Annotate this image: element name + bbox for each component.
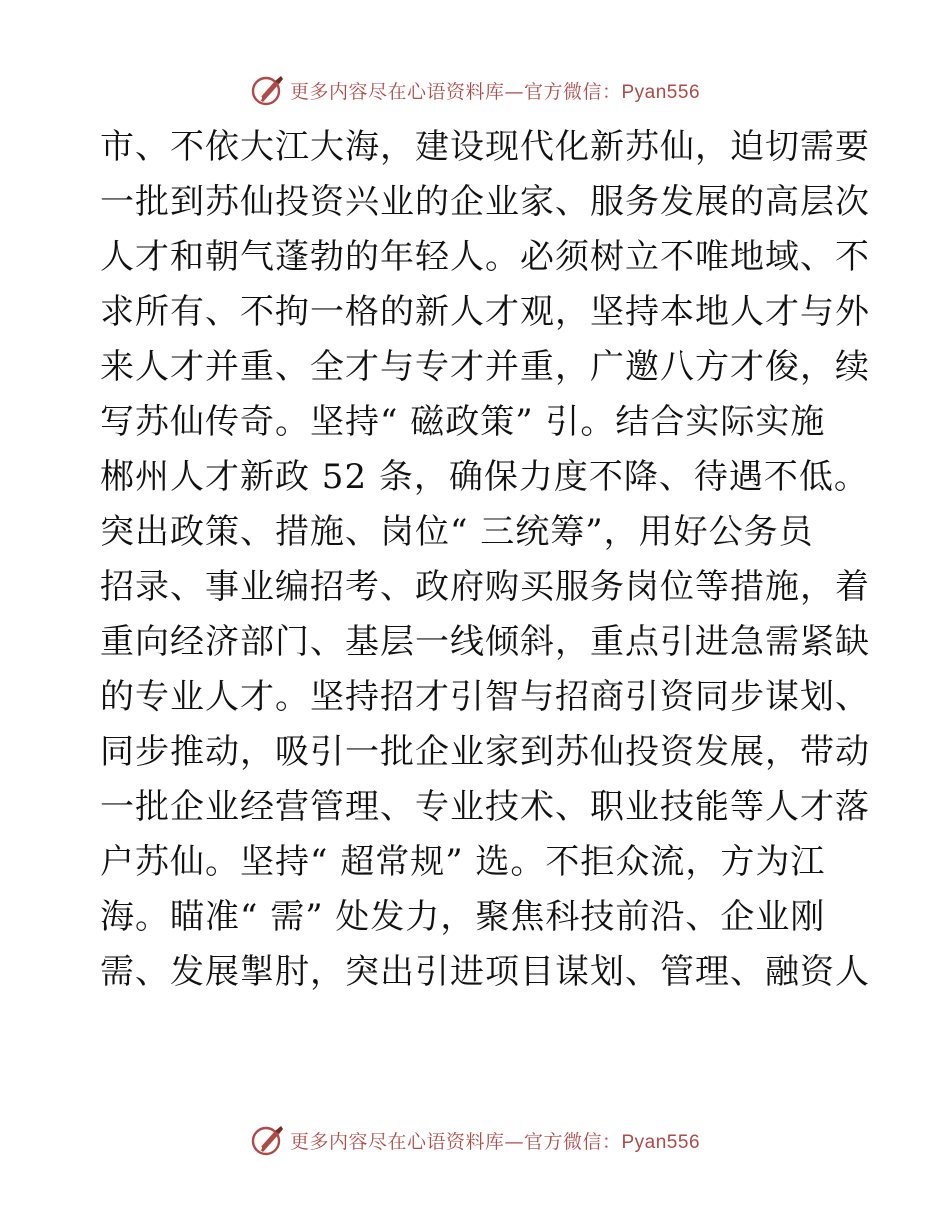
text-line: 来人才并重、全才与专才并重，广邀八方才俊，续: [100, 347, 870, 387]
text-line: 一批到苏仙投资兴业的企业家、服务发展的高层次: [100, 182, 870, 222]
document-body: [100, 120, 870, 1000]
text-line: 人才和朝气蓬勃的年轻人。必须树立不唯地域、不: [100, 237, 870, 277]
text-line: 市、不依大江大海，建设现代化新苏仙，迫切需要: [100, 127, 870, 167]
watermark-text: 更多内容尽在心语资料库—官方微信：Pyan556: [289, 80, 701, 103]
text-line: 郴州人才新政 52 条，确保力度不降、待遇不低。: [100, 457, 869, 497]
text-line: 突出政策、措施、岗位“ 三统筹”，用好公务员: [100, 512, 814, 552]
header-watermark: [0, 70, 950, 110]
text-line: 重向经济部门、基层一线倾斜，重点引进急需紧缺: [100, 622, 870, 662]
pen-circle-logo-icon: [250, 1122, 286, 1158]
text-line: 户苏仙。坚持“ 超常规” 选。不拒众流，方为江: [100, 842, 826, 882]
text-line: 需、发展掣肘，突出引进项目谋划、管理、融资人: [100, 952, 870, 992]
text-line: 求所有、不拘一格的新人才观，坚持本地人才与外: [100, 292, 870, 332]
text-line: 一批企业经营管理、专业技术、职业技能等人才落: [100, 787, 870, 827]
text-line: 写苏仙传奇。坚持“ 磁政策” 引。结合实际实施: [100, 402, 826, 442]
text-line: 招录、事业编招考、政府购买服务岗位等措施，着: [100, 567, 870, 607]
pen-circle-logo-icon: [250, 72, 286, 108]
footer-watermark: [0, 1120, 950, 1160]
text-line: 海。瞄准“ 需” 处发力，聚焦科技前沿、企业刚: [100, 897, 826, 937]
watermark-text: 更多内容尽在心语资料库—官方微信：Pyan556: [289, 1130, 701, 1153]
text-line: 同步推动，吸引一批企业家到苏仙投资发展，带动: [100, 732, 870, 772]
text-line: 的专业人才。坚持招才引智与招商引资同步谋划、: [100, 677, 870, 717]
